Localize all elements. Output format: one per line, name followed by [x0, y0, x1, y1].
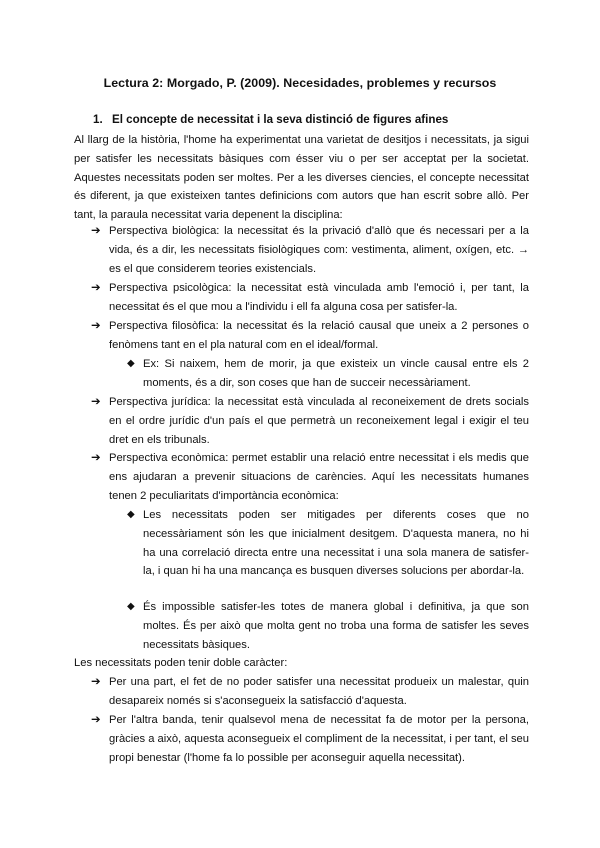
sub-item-mitigation	[127, 506, 529, 581]
list-item-text: Perspectiva biològica: la necessitat és la privació d'allò que és necessari per a la vida, és a dir, les necessitats fisiològiques com: vestimenta, aliment, oxígen, etc. → es el que considerem teories existencials.	[109, 225, 529, 275]
diamond-bullet-icon: ◆	[127, 509, 135, 520]
diamond-bullet-icon: ◆	[127, 601, 135, 612]
sub-item-text: És impossible satisfer-les totes de manera global i definitiva, ja que son moltes. És per això que molta gent no troba una forma de satisfer les seves necessitats bàsiques.	[143, 601, 529, 651]
diamond-bullet-icon: ◆	[127, 358, 135, 369]
sub-item-text: Les necessitats poden ser mitigades per diferents coses que no necessàriament són les que inicialment desitgem. D'aquesta manera, no hi ha una correlació directa entre una necessitat i una sola manera de satisfer-la, i quan hi ha una mancança es busquen diverses solucions per abordar-la.	[143, 509, 529, 578]
arrow-bullet-icon: ➔	[91, 452, 101, 464]
arrow-bullet-icon: ➔	[91, 225, 101, 237]
list-item-text: Per l'altra banda, tenir qualsevol mena de necessitat fa de motor per la persona, gràcies a això, aquesta aconsegueix el compliment de la necessitat, i per tant, el seu propi benestar (l'home fa lo possible per aconseguir aquella necessitat).	[109, 714, 529, 764]
list-item-biological	[91, 222, 529, 278]
list-item-juridical	[91, 393, 529, 449]
list-item-motor	[91, 711, 529, 767]
arrow-bullet-icon: ➔	[91, 396, 101, 408]
document-title: Lectura 2: Morgado, P. (2009). Necesidades, problemes y recursos	[103, 76, 497, 90]
list-item-text: Perspectiva psicològica: la necessitat està vinculada amb l'emoció i, per tant, la necessitat és el que mou a l'individu i ell fa alguna cosa per satisfer-la.	[109, 282, 529, 313]
section-title: El concepte de necessitat i la seva distinció de figures afines	[112, 113, 449, 126]
arrow-bullet-icon: ➔	[91, 714, 101, 726]
arrow-bullet-icon: ➔	[91, 282, 101, 294]
list-item-text: Perspectiva econòmica: permet establir una relació entre necessitat i els medis que ens ajudaran a prevenir situacions de carències. Aquí les necessitats humanes tenen 2 peculiaritats d'importància econòmica:	[109, 452, 529, 502]
sub-item-example	[127, 355, 529, 393]
list-item-malaise	[91, 673, 529, 711]
sub-item-text: Ex: Si naixem, hem de morir, ja que existeix un vincle causal entre els 2 moments, és a dir, son coses que han de succeir necessàriament.	[143, 358, 529, 389]
arrow-bullet-icon: ➔	[91, 320, 101, 332]
arrow-bullet-icon: ➔	[91, 676, 101, 688]
list-item-philosophical	[91, 317, 529, 355]
section-heading	[93, 113, 448, 126]
intro-paragraph: Al llarg de la història, l'home ha experimentat una varietat de desitjos i necessitats, ja sigui per satisfer les necessitats bàsiques com ésser viu o per ser acceptat per la societat. Aquestes necessitats poden ser moltes. Per a les diverses ciencies, el concepte necessitat és diferent, ja que existeixen tantes definicions com autors que han escrit sobre allò. Per tant, la paraula necessitat varia depenent la disciplina:	[74, 134, 529, 222]
list-item-economic	[91, 449, 529, 505]
section-number: 1.	[93, 113, 103, 126]
list-item-text: Perspectiva jurídica: la necessitat està vinculada al reconeixement de drets socials en el ordre jurídic d'un país el que permetrà un reconeixement legal i exigir el teu dret en els tribunals.	[109, 396, 529, 446]
sub-item-impossibility	[127, 598, 529, 654]
list-item-text: Perspectiva filosòfica: la necessitat és la relació causal que uneix a 2 persones o fenòmens tant en el pla natural com en el ideal/formal.	[109, 320, 529, 351]
list-item-text: Per una part, el fet de no poder satisfer una necessitat produeix un malestar, quin desapareix només si s'aconsegueix la satisfacció d'aquesta.	[109, 676, 529, 707]
double-character-intro: Les necessitats poden tenir doble caràcter:	[74, 657, 288, 669]
list-item-psychological	[91, 279, 529, 317]
